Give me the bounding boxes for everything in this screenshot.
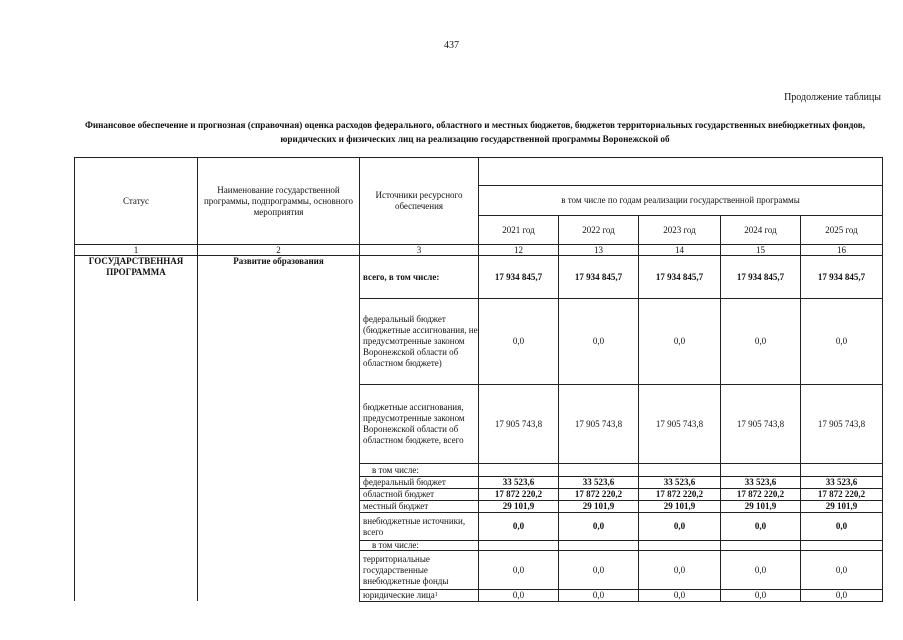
row-value: 0,0 bbox=[512, 521, 525, 531]
row-value: 17 934 845,7 bbox=[574, 271, 623, 282]
row-label: территориальные государственные внебюджетные фонды bbox=[363, 553, 449, 586]
header-year-4: 2024 год bbox=[744, 224, 777, 235]
column-number: 12 bbox=[514, 244, 523, 255]
row-value: 0,0 bbox=[673, 336, 686, 346]
row-value: 17 905 743,8 bbox=[494, 418, 543, 429]
row-value: 0,0 bbox=[673, 521, 686, 531]
header-year-3: 2023 год bbox=[663, 224, 696, 235]
row-label: федеральный бюджет bbox=[363, 477, 446, 487]
header-year-5: 2025 год bbox=[825, 224, 858, 235]
row-value: 0,0 bbox=[754, 521, 767, 531]
row-value bbox=[559, 464, 638, 476]
column-number: 16 bbox=[837, 244, 846, 255]
row-label: в том числе: bbox=[372, 464, 419, 475]
row-label: в том числе: bbox=[372, 540, 419, 550]
footnote-mark: 1 bbox=[434, 592, 438, 598]
row-value: 0,0 bbox=[592, 336, 605, 346]
page-number: 437 bbox=[444, 40, 459, 51]
header-source: Источники ресурсного обеспечения bbox=[375, 190, 463, 211]
row-value bbox=[639, 464, 720, 476]
row-label: юридические лица 1 bbox=[363, 590, 438, 600]
row-value: 29 101,9 bbox=[663, 501, 696, 511]
row-value: 17 934 845,7 bbox=[817, 271, 866, 282]
program-name: Развитие образования bbox=[233, 256, 324, 266]
row-value: 0,0 bbox=[592, 590, 605, 600]
row-value: 29 101,9 bbox=[744, 501, 777, 511]
row-value: 29 101,9 bbox=[825, 501, 858, 511]
row-value: 17 872 220,2 bbox=[655, 489, 704, 499]
row-value: 29 101,9 bbox=[502, 501, 535, 511]
row-value bbox=[639, 541, 720, 550]
row-label: всего, в том числе: bbox=[363, 271, 440, 282]
row-value bbox=[721, 464, 800, 476]
row-label: бюджетные ассигнования, предусмотренные законом Воронежской области об областном бюджете, всего bbox=[363, 402, 465, 445]
row-value: 33 523,6 bbox=[663, 477, 696, 487]
column-number: 14 bbox=[675, 244, 684, 255]
column-number: 2 bbox=[276, 244, 281, 255]
column-number: 3 bbox=[416, 244, 422, 255]
row-value: 17 934 845,7 bbox=[736, 271, 785, 282]
row-value: 29 101,9 bbox=[582, 501, 615, 511]
row-value: 17 934 845,7 bbox=[655, 271, 704, 282]
row-value: 0,0 bbox=[754, 590, 767, 600]
column-number: 1 bbox=[133, 244, 139, 255]
row-value: 0,0 bbox=[512, 564, 525, 575]
row-label: местный бюджет bbox=[363, 501, 429, 511]
row-value: 17 905 743,8 bbox=[736, 418, 785, 429]
row-value: 0,0 bbox=[512, 590, 525, 600]
table-title: Финансовое обеспечение и прогнозная (справочная) оценка расходов федерального, областного и местных бюджетов, бюджетов территориальных государственных внебюджетных фондов, юридических и физических лиц на реализацию государственной программы Воронежской об bbox=[84, 120, 866, 144]
row-value: 17 905 743,8 bbox=[655, 418, 704, 429]
row-value: 17 872 220,2 bbox=[817, 489, 866, 499]
row-value bbox=[479, 464, 558, 476]
row-value: 0,0 bbox=[835, 336, 848, 346]
row-label: федеральный бюджет (бюджетные ассигнования, не предусмотренные законом Воронежской области об областном бюджете) bbox=[363, 314, 478, 368]
header-year-2: 2022 год bbox=[582, 224, 615, 235]
row-value bbox=[559, 541, 638, 550]
row-value: 0,0 bbox=[754, 564, 767, 575]
row-value: 17 934 845,7 bbox=[494, 271, 543, 282]
row-label: внебюджетные источники, всего bbox=[363, 515, 466, 537]
row-value: 0,0 bbox=[835, 590, 848, 600]
continuation-note: Продолжение таблицы bbox=[784, 92, 881, 103]
row-value: 17 872 220,2 bbox=[736, 489, 785, 499]
row-value: 0,0 bbox=[673, 590, 686, 600]
row-value: 17 872 220,2 bbox=[574, 489, 623, 499]
row-value: 17 905 743,8 bbox=[574, 418, 623, 429]
row-value: 0,0 bbox=[835, 521, 848, 531]
row-value bbox=[721, 541, 800, 550]
row-value: 33 523,6 bbox=[582, 477, 615, 487]
row-value bbox=[479, 541, 558, 550]
row-value: 17 905 743,8 bbox=[817, 418, 866, 429]
row-label: областной бюджет bbox=[363, 489, 435, 499]
row-value: 17 872 220,2 bbox=[494, 489, 543, 499]
row-value bbox=[801, 464, 882, 476]
header-years-caption: в том числе по годам реализации государственной программы bbox=[561, 195, 800, 205]
row-value: 0,0 bbox=[835, 564, 848, 575]
row-value: 0,0 bbox=[754, 336, 767, 346]
row-value: 33 523,6 bbox=[825, 477, 858, 487]
header-year-1: 2021 год bbox=[502, 224, 535, 235]
row-value: 0,0 bbox=[673, 564, 686, 575]
row-value: 0,0 bbox=[592, 521, 605, 531]
header-status: Статус bbox=[123, 195, 149, 206]
column-number: 13 bbox=[594, 244, 603, 255]
program-status: ГОСУДАРСТВЕННАЯ ПРОГРАММА bbox=[88, 256, 184, 277]
row-value bbox=[801, 541, 882, 550]
row-value: 0,0 bbox=[512, 336, 525, 346]
header-name: Наименование государственной программы, подпрограммы, основного мероприятия bbox=[203, 184, 354, 217]
column-number: 15 bbox=[756, 244, 765, 255]
row-value: 33 523,6 bbox=[744, 477, 777, 487]
row-value: 0,0 bbox=[592, 564, 605, 575]
row-value: 33 523,6 bbox=[502, 477, 535, 487]
